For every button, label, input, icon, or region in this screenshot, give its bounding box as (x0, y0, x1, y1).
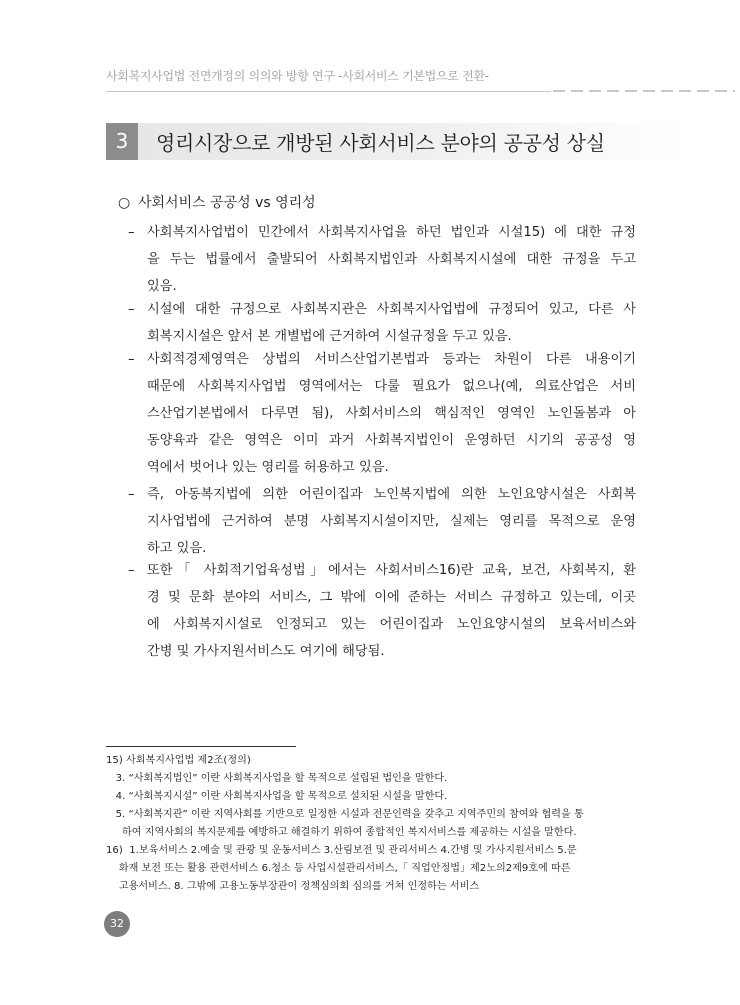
paragraph-line: 사회적경제영역은 상법의 서비스산업기본법과 등과는 차원이 다른 내용이기 (147, 352, 636, 367)
footnote-line: 하여 지역사회의 복지문제를 예방하고 해결하기 위하여 종합적인 복지서비스를 제공하는 시설을 말한다. (106, 827, 577, 838)
dash-paragraph (128, 346, 636, 481)
footnote-line: 16) 1.보육서비스 2.예술 및 관광 및 운동서비스 3.산림보전 및 관리서비스 4.간병 및 가사지원서비스 5.문 (106, 845, 577, 856)
paragraph-line: 시설에 대한 규정으로 사회복지관은 사회복지사업법에 규정되어 있고, 다른 사 (147, 302, 636, 317)
footnote-line: 3. “사회복지법인” 이란 사회복지사업을 할 목적으로 설립된 법인을 말한다. (106, 773, 448, 784)
bullet-heading-text: 사회서비스 공공성 vs 영리성 (138, 195, 316, 211)
paragraph-line: 있음. (147, 279, 177, 294)
paragraph-line: 을 두는 법률에서 출발되어 사회복지법인과 사회복지시설에 대한 규정을 두고 (147, 252, 636, 267)
paragraph-line: 지사업법에 근거하여 분명 사회복지시설이지만, 실제는 영리를 목적으로 운영 (147, 514, 636, 529)
dash-paragraph (128, 557, 636, 665)
running-header: 사회복지사업법 전면개정의 의의와 방향 연구 -사회서비스 기본법으로 전환- (106, 69, 489, 83)
footnotes (106, 752, 636, 896)
dash-bullet-icon: – (128, 225, 135, 240)
paragraph-line: 회복지시설은 앞서 본 개별법에 근거하여 시설규정을 두고 있음. (147, 329, 512, 344)
paragraph-line: 스산업기본법에서 다루면 됨), 사회서비스의 핵심적인 영역인 노인돌봄과 아 (147, 406, 636, 421)
section-title: 영리시장으로 개방된 사회서비스 분야의 공공성 상실 (156, 131, 605, 155)
dash-paragraph (128, 296, 636, 350)
paragraph-line: 역에서 벗어나 있는 영리를 허용하고 있음. (147, 460, 389, 475)
section-number: 3 (106, 123, 138, 160)
dash-paragraph (128, 219, 636, 300)
header-rule (106, 91, 551, 92)
footnote-rule (106, 746, 296, 747)
paragraph-line: 또한「 사회적기업육성법」에서는 사회서비스16)란 교육, 보건, 사회복지, 환 (147, 563, 636, 578)
circle-bullet-icon: ○ (118, 195, 131, 211)
page-number: 32 (104, 911, 130, 937)
paragraph-line: 때문에 사회복지사업법 영역에서는 다룰 필요가 없으나(예, 의료산업은 서비 (147, 379, 636, 394)
dash-bullet-icon: – (128, 352, 135, 367)
paragraph-line: 하고 있음. (147, 541, 207, 556)
footnote-line: 4. “사회복지시설” 이란 사회복지사업을 할 목적으로 설치된 시설을 말한다. (106, 791, 448, 802)
paragraph-line: 경 및 문화 분야의 서비스, 그 밖에 이에 준하는 서비스 규정하고 있는데, 이곳 (147, 590, 636, 605)
paragraph-line: 사회복지사업법이 민간에서 사회복지사업을 하던 법인과 시설15) 에 대한 규정 (147, 225, 636, 240)
paragraph-line: 간병 및 가사지원서비스도 여기에 해당됨. (147, 644, 385, 659)
dash-paragraph (128, 481, 636, 562)
header-dashed-rule (553, 90, 735, 92)
bullet-heading (118, 192, 316, 212)
dash-bullet-icon: – (128, 302, 135, 317)
dash-bullet-icon: – (128, 487, 135, 502)
footnote-line: 5. “사회복지관” 이란 지역사회를 기반으로 일정한 시설과 전문인력을 갖추고 지역주민의 참여와 협력을 통 (106, 809, 584, 820)
dash-bullet-icon: – (128, 563, 135, 578)
footnote-line: 고용서비스. 8. 그밖에 고용노동부장관이 정책심의회 심의를 거쳐 인정하는 서비스 (106, 881, 480, 892)
footnote-line: 화재 보전 또는 활용 관련서비스 6.청소 등 사업시설관리서비스,「 직업안정법」제2노의2제9호에 따른 (106, 863, 571, 874)
paragraph-line: 동양육과 같은 영역은 이미 과거 사회복지법인이 운영하던 시기의 공공성 영 (147, 433, 636, 448)
paragraph-line: 즉, 아동복지법에 의한 어린이집과 노인복지법에 의한 노인요양시설은 사회복 (147, 487, 636, 502)
paragraph-line: 에 사회복지시설로 인정되고 있는 어린이집과 노인요양시설의 보육서비스와 (147, 617, 636, 632)
footnote-line: 15) 사회복지사업법 제2조(정의) (106, 755, 251, 766)
